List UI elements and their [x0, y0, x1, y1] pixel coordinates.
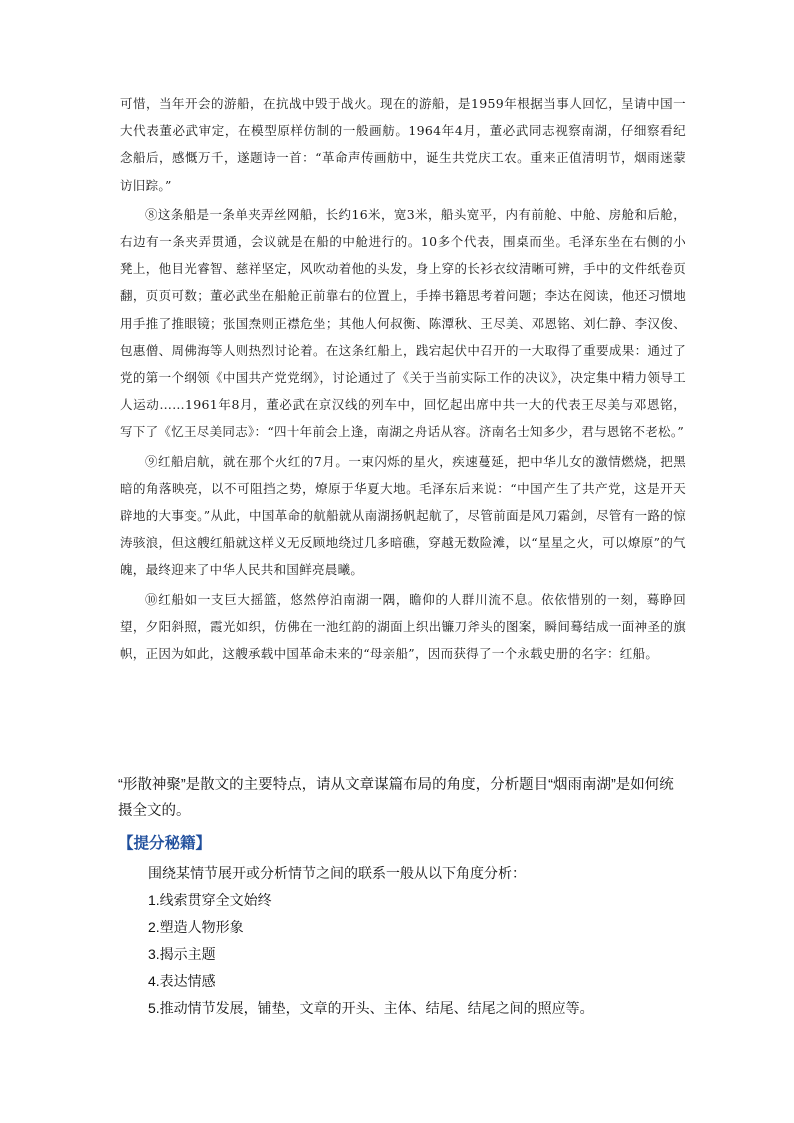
tips-item: 1.线索贯穿全文始终 [148, 892, 272, 908]
tips-item: 3.揭示主题 [148, 946, 216, 962]
passage-paragraph-10: ⑩红船如一支巨大摇篮，悠然停泊南湖一隅，瞻仰的人群川流不息。依依惜别的一刻，蓦睁回望，夕阳斜照，霞光如织，仿佛在一池红韵的湖面上织出镰刀斧头的图案，瞬间蓦结成一面神圣的旗帜，正因为如此，这艘承载中国革命未来的“母亲船”，因而获得了一个永载史册的名字：红船。 [120, 591, 686, 662]
reading-passage [120, 90, 686, 667]
tips-heading: 【提分秘籍】 [118, 835, 212, 852]
tips-item: 5.推动情节发展，铺垫，文章的开头、主体、结尾、结尾之间的照应等。 [148, 1000, 594, 1016]
tips-item: 2.塑造人物形象 [148, 919, 244, 935]
tips-item: 4.表达情感 [148, 973, 216, 989]
passage-paragraph-8: ⑧这条船是一条单夹弄丝网船，长约16米，宽3米，船头宽平，内有前舱、中舱、房舱和后舱，右边有一条夹弄贯通，会议就是在船的中舱进行的。10多个代表，围桌而坐。毛泽东坐在右侧的小凳上，他目光睿智、慈祥坚定，风吹动着他的头发，身上穿的长衫衣纹清晰可辨，手中的文件纸卷页翻，页页可数；董必武坐在船舱正前靠右的位置上，手捧书籍思考着问题；李达在阅读，他还习惯地用手推了推眼镜；张国焘则正襟危坐；其他人何叔衡、陈潭秋、王尽美、邓恩铭、刘仁静、李汉俊、包惠僧、周佛海等人则热烈讨论着。在这条红船上，践宕起伏中召开的一大取得了重要成果：通过了党的第一个纲领《中国共产党党纲》，讨论通过了《关于当前实际工作的决议》，决定集中精力领导工人运动……1961年8月，董必武在京汉线的列车中，回忆起出席中共一大的代表王尽美与邓恩铭，写下了《忆王尽美同志》：“四十年前会上逢，南湖之舟话从容。济南名士知多少，君与恩铭不老松。” [120, 206, 686, 440]
question-prompt [118, 772, 686, 824]
tips-intro: 围绕某情节展开或分析情节之间的联系一般从以下角度分析： [148, 865, 526, 881]
passage-paragraph-intro: 可惜，当年开会的游船，在抗战中毁于战火。现在的游船，是1959年根据当事人回忆，呈请中国一大代表董必武审定，在模型原样仿制的一般画舫。1964年4月，董必武同志视察南湖，仔细察看纪念船后，感慨万千，遂题诗一首：“革命声传画舫中，诞生共党庆工农。重来正值清明节，烟雨迷蒙访旧踪。” [120, 96, 686, 193]
passage-paragraph-9: ⑨红船启航，就在那个火红的7月。一束闪烁的星火，疾速蔓延，把中华儿女的激情燃烧，把黑暗的角落映亮，以不可阻挡之势，燎原于华夏大地。毛泽东后来说：“中国产生了共产党，这是开天辟地的大事变。”从此，中国革命的航船就从南湖扬帆起航了，尽管前面是风刀霜剑，尽管有一路的惊涛骇浪，但这艘红船就这样义无反顾地绕过几多暗礁，穿越无数险滩，以“星星之火，可以燎原”的气魄，最终迎来了中华人民共和国鲜亮晨曦。 [120, 453, 686, 578]
question-text: “形散神聚”是散文的主要特点，请从文章谋篇布局的角度，分析题目“烟雨南湖”是如何统摄全文的。 [118, 777, 674, 819]
tips-list [148, 860, 688, 1022]
